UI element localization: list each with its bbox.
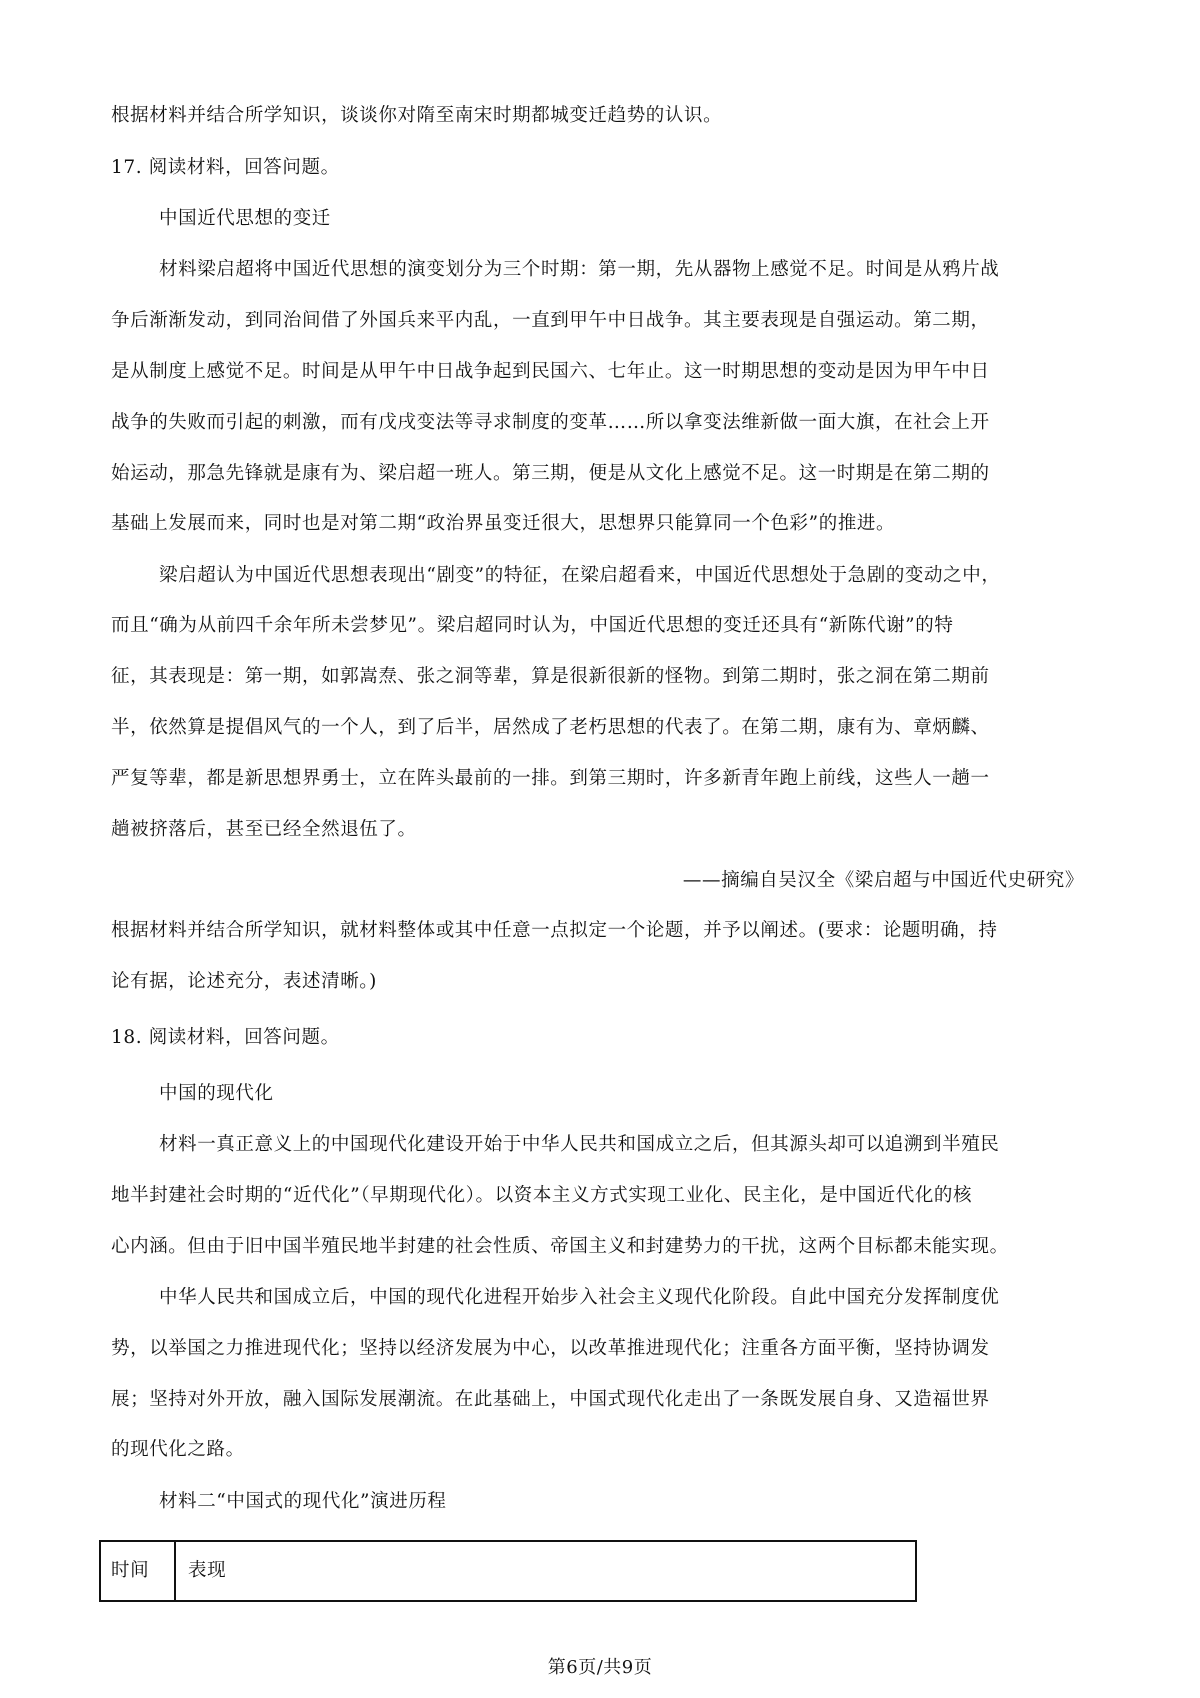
q18-material1-line: 心内涵。但由于旧中国半殖民地半封建的社会性质、帝国主义和封建势力的干扰，这两个目标都未能实现。 [111,1236,1009,1257]
q17-paragraph1-line: 始运动，那急先锋就是康有为、梁启超一班人。第三期，便是从文化上感觉不足。这一时期是在第二期的 [111,463,990,484]
q17-paragraph1-line: 材料梁启超将中国近代思想的演变划分为三个时期：第一期，先从器物上感觉不足。时间是从鸦片战 [159,259,1000,280]
q17-paragraph2-line: 趟被挤落后，甚至已经全然退伍了。 [111,819,417,840]
q17-subtitle: 中国近代思想的变迁 [159,208,331,229]
q18-material1b-line: 的现代化之路。 [111,1439,245,1460]
q17-paragraph2-line: 半，依然算是提倡风气的一个人，到了后半，居然成了老朽思想的代表了。在第二期，康有为、章炳麟、 [111,717,990,738]
q18-material2-title: 材料二“中国式的现代化”演进历程 [159,1491,447,1512]
q17-paragraph1-line: 基础上发展而来，同时也是对第二期“政治界虽变迁很大，思想界只能算同一个色彩”的推进。 [111,513,896,534]
q17-requirement: 根据材料并结合所学知识，就材料整体或其中任意一点拟定一个论题，并予以阐述。(要求：论题明确，持 [111,920,998,941]
q17-title: 17. 阅读材料，回答问题。 [111,157,340,178]
q18-material1-line: 地半封建社会时期的“近代化”（早期现代化）。以资本主义方式实现工业化、民主化，是中国近代化的核 [111,1185,973,1206]
q17-paragraph2-line: 梁启超认为中国近代思想表现出“剧变”的特征，在梁启超看来，中国近代思想处于急剧的变动之中， [159,565,1001,586]
q17-paragraph1-line: 争后渐渐发动，到同治间借了外国兵来平内乱，一直到甲午中日战争。其主要表现是自强运动。第二期， [111,310,990,331]
q17-requirement: 论有据，论述充分，表述清晰。) [111,971,377,992]
q17-source-citation: ——摘编自吴汉全《梁启超与中国近代史研究》 [682,870,1084,891]
q17-paragraph2-line: 征，其表现是：第一期，如郭嵩焘、张之洞等辈，算是很新很新的怪物。到第二期时，张之洞在第二期前 [111,666,990,687]
table-header-time: 时间 [111,1560,150,1581]
q18-material1-line: 材料一真正意义上的中国现代化建设开始于中华人民共和国成立之后，但其源头却可以追溯到半殖民 [159,1134,1000,1155]
table-header-performance: 表现 [188,1560,227,1581]
q18-material1b-line: 中华人民共和国成立后，中国的现代化进程开始步入社会主义现代化阶段。自此中国充分发挥制度优 [159,1287,1000,1308]
q16-requirement: 根据材料并结合所学知识，谈谈你对隋至南宋时期都城变迁趋势的认识。 [111,105,723,126]
q18-material1b-line: 势，以举国之力推进现代化；坚持以经济发展为中心，以改革推进现代化；注重各方面平衡，坚持协调发 [111,1338,990,1359]
q17-paragraph2-line: 严复等辈，都是新思想界勇士，立在阵头最前的一排。到第三期时，许多新青年跑上前线，这些人一趟一 [111,768,990,789]
q17-paragraph1-line: 战争的失败而引起的刺激，而有戊戌变法等寻求制度的变革……所以拿变法维新做一面大旗，在社会上开 [111,412,990,433]
q18-material1b-line: 展；坚持对外开放，融入国际发展潮流。在此基础上，中国式现代化走出了一条既发展自身、又造福世界 [111,1389,990,1410]
q18-subtitle: 中国的现代化 [159,1083,274,1104]
q17-paragraph1-line: 是从制度上感觉不足。时间是从甲午中日战争起到民国六、七年止。这一时期思想的变动是因为甲午中日 [111,361,990,382]
q17-paragraph2-line: 而且“确为从前四千余年所未尝梦见”。梁启超同时认为，中国近代思想的变迁还具有“新陈代谢”的特 [111,615,954,636]
page-number: 第6页/共9页 [547,1657,653,1678]
q18-title: 18. 阅读材料，回答问题。 [111,1027,340,1048]
table-column-divider [174,1540,176,1602]
